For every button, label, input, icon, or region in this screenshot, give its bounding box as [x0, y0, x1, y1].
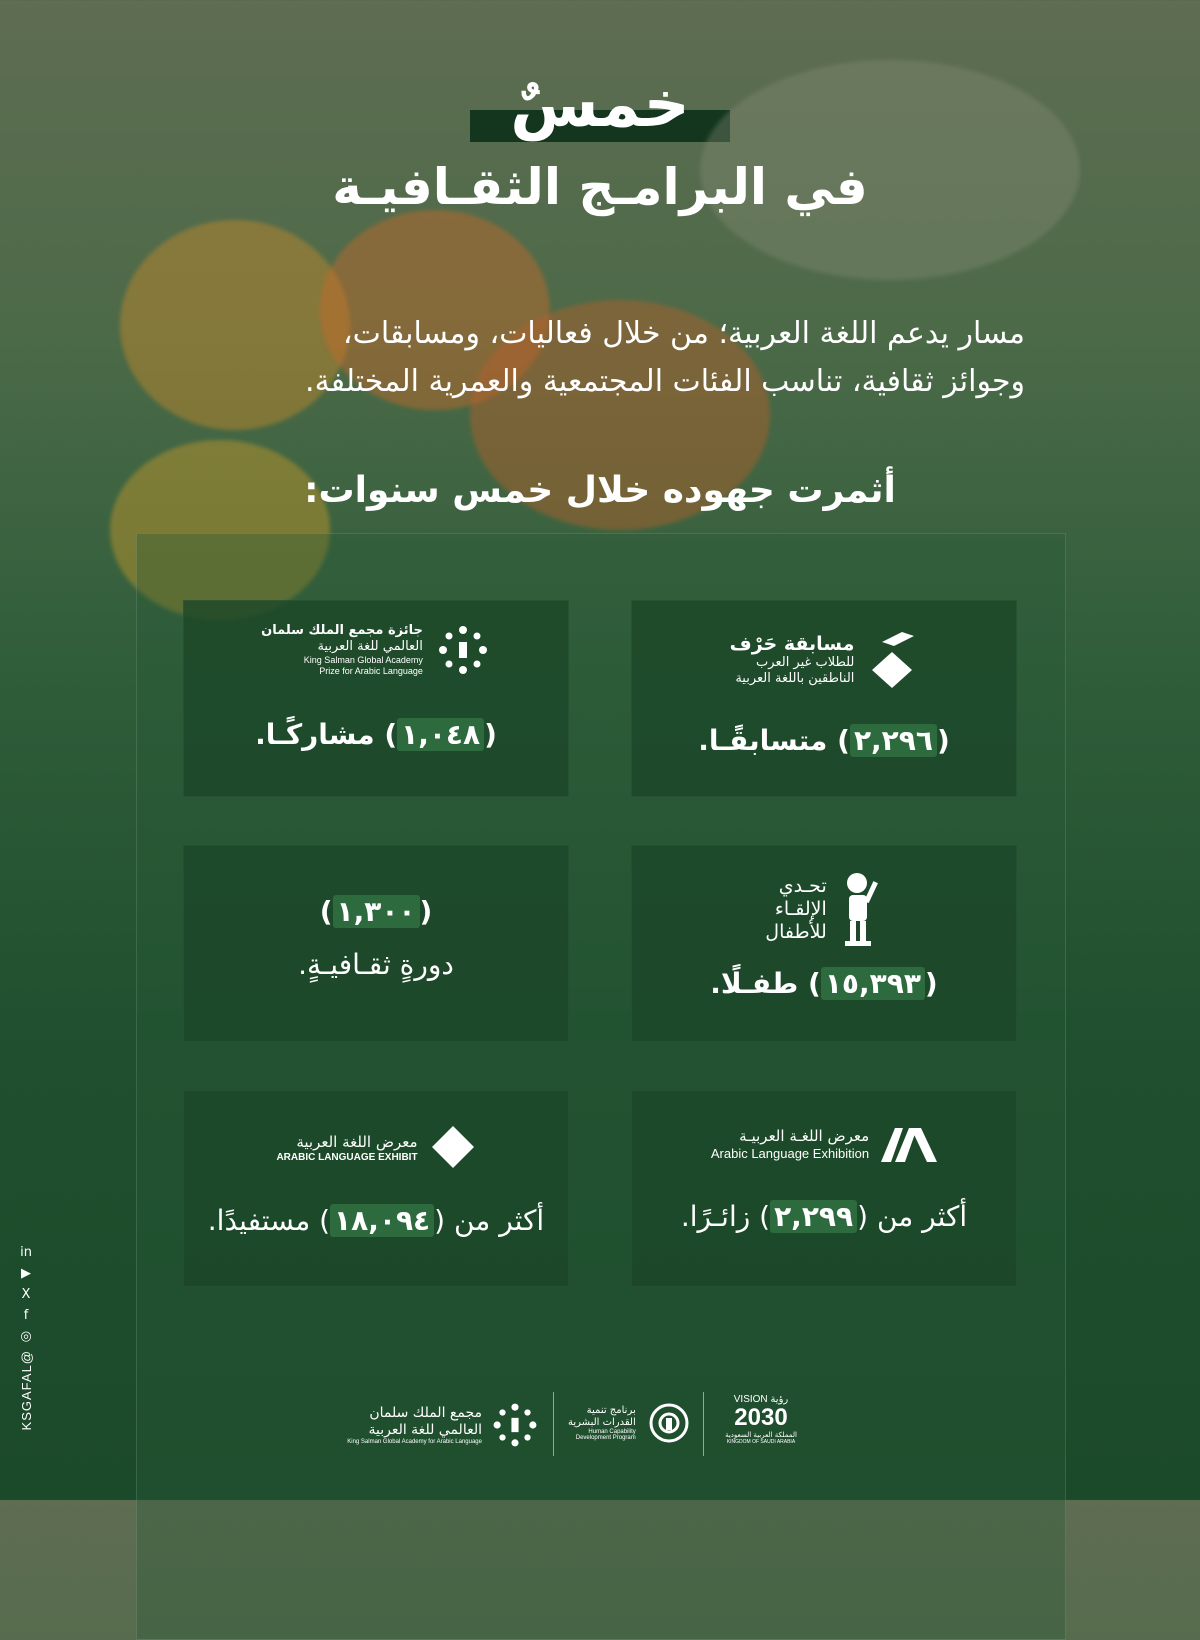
- prize-logo: [183, 622, 569, 678]
- paren: (: [857, 1200, 869, 1233]
- stat-card-courses: [183, 845, 569, 1042]
- exhibition-logo-en: Arabic Language Exhibition: [710, 1145, 870, 1161]
- hcdp-name-en: Human Capability: [588, 1429, 636, 1435]
- paren: ): [837, 724, 850, 757]
- ilqa-logo-line: الإلقـاء: [774, 897, 827, 920]
- hcdp-name: برنامج تنمية: [586, 1405, 636, 1416]
- prize-unit: مشاركًـا.: [255, 718, 375, 751]
- ilqa-logo: [631, 871, 1017, 947]
- vision-year: 2030: [734, 1404, 788, 1431]
- facebook-icon[interactable]: f: [23, 1307, 29, 1323]
- harf-number: ٢,٢٩٦: [850, 724, 937, 757]
- harf-unit: متسابقًـا.: [698, 724, 828, 757]
- exhibit-logo-title: معرض اللغة العربية: [296, 1132, 418, 1151]
- harf-logo-line: الناطقين باللغة العربية: [735, 671, 855, 686]
- stat-card-prize: [183, 600, 569, 797]
- prize-logo-en: Prize for Arabic Language: [319, 666, 423, 676]
- section-heading: أثمرت جهوده خلال خمس سنوات:: [304, 470, 896, 511]
- exhibit-unit: مستفيدًا.: [207, 1204, 311, 1237]
- harf-logo: [631, 630, 1017, 690]
- page-subtitle: في البرامـج الثقـافيـة: [332, 158, 868, 217]
- harf-logo-line: للطلاب غير العرب: [756, 655, 855, 670]
- ilqa-stat: [631, 967, 1017, 1000]
- stat-card-exhibit: [183, 1090, 569, 1287]
- stat-card-ilqa: [631, 845, 1017, 1042]
- exhibition-mark-icon: [881, 1124, 937, 1162]
- harf-logo-title: مسابقة حَرْف: [729, 633, 855, 655]
- prize-stat: [183, 718, 569, 751]
- social-links: [8, 1245, 44, 1430]
- child-figure-icon: [839, 871, 883, 947]
- prize-logo-en: King Salman Global Academy: [303, 655, 423, 665]
- exhibit-logo-en: ARABIC LANGUAGE EXHIBIT: [276, 1151, 418, 1163]
- academy-logo: [347, 1400, 540, 1450]
- vision-country-en: KINGDOM OF SAUDI ARABIA: [726, 1439, 796, 1445]
- prize-logo-title: جائزة مجمع الملك سلمان: [261, 623, 423, 638]
- exhibit-number: ١٨,٠٩٤: [330, 1204, 434, 1237]
- exhibition-logo-title: معرض اللغـة العربيـة: [739, 1126, 870, 1145]
- paren: (: [484, 718, 497, 751]
- header: [0, 70, 1200, 216]
- footer-divider: [703, 1392, 704, 1456]
- youtube-icon[interactable]: ▶: [21, 1265, 31, 1281]
- hcdp-name-en: Development Program: [575, 1435, 636, 1441]
- x-icon[interactable]: X: [21, 1286, 31, 1302]
- vision2030-logo: [716, 1394, 806, 1445]
- ilqa-number: ١٥,٣٩٣: [821, 967, 925, 1000]
- courses-unit: دورةٍ ثقـافيـةٍ.: [298, 948, 454, 981]
- exhibit-logo: [183, 1124, 569, 1170]
- intro-line: وجوائز ثقافية، تناسب الفئات المجتمعية والعمرية المختلفة.: [305, 364, 1025, 399]
- exhibition-prefix: أكثر من: [876, 1200, 968, 1233]
- prize-logo-line: العالمي للغة العربية: [317, 639, 423, 654]
- exhibit-diamond-icon: [430, 1124, 476, 1170]
- page-title: خمسٌ: [510, 68, 690, 142]
- ilqa-logo-line: للأطفال: [765, 920, 827, 943]
- ilqa-unit: طفـلًا.: [710, 967, 799, 1000]
- stat-card-exhibition: [631, 1090, 1017, 1287]
- footer-divider: [553, 1392, 554, 1456]
- paren: (: [924, 967, 938, 1000]
- paren: ): [759, 1200, 771, 1233]
- vision-country-ar: المملكة العربية السعودية: [725, 1431, 797, 1439]
- prize-number: ١,٠٤٨: [397, 718, 484, 751]
- academy-name: مجمع الملك سلمان: [369, 1405, 482, 1421]
- academy-emblem-icon: [490, 1400, 540, 1450]
- social-handle[interactable]: @KSGAFAL: [18, 1349, 34, 1430]
- paren: (: [434, 1204, 446, 1237]
- exhibit-prefix: أكثر من: [453, 1204, 545, 1237]
- paren: ): [808, 967, 821, 1000]
- hcdp-emblem-icon: [644, 1398, 694, 1448]
- paren: (: [936, 724, 950, 757]
- vision-label: VISION رؤية: [733, 1394, 789, 1405]
- intro-paragraph: [165, 310, 1025, 406]
- exhibition-stat: [631, 1200, 1017, 1233]
- hcdp-logo: [568, 1398, 694, 1448]
- paren: ): [319, 1204, 331, 1237]
- paren: ): [319, 895, 333, 928]
- academy-emblem-icon: [435, 622, 491, 678]
- linkedin-icon[interactable]: in: [20, 1244, 32, 1260]
- courses-number: ١,٣٠٠: [333, 895, 420, 928]
- intro-line: مسار يدعم اللغة العربية؛ من خلال فعاليات، ومسابقات،: [342, 316, 1025, 351]
- paren: ): [384, 718, 398, 751]
- ilqa-logo-line: تحـدي: [778, 874, 827, 897]
- paren: (: [419, 895, 433, 928]
- courses-stat: [183, 895, 569, 928]
- exhibition-number: ٢,٢٩٩: [770, 1200, 857, 1233]
- harf-stat: [631, 724, 1017, 757]
- exhibit-stat: [183, 1204, 569, 1237]
- stat-card-harf: [631, 600, 1017, 797]
- academy-name-en: King Salman Global Academy for Arabic Language: [347, 1439, 482, 1445]
- hcdp-name: القدرات البشرية: [568, 1417, 636, 1428]
- exhibition-unit: زائـرًا.: [680, 1200, 751, 1233]
- instagram-icon[interactable]: ◎: [20, 1328, 32, 1344]
- harf-diamond-icon: [866, 630, 918, 690]
- academy-name: العالمي للغة العربية: [368, 1422, 482, 1438]
- footer-logos: [0, 1390, 1200, 1470]
- exhibition-logo: [631, 1124, 1017, 1162]
